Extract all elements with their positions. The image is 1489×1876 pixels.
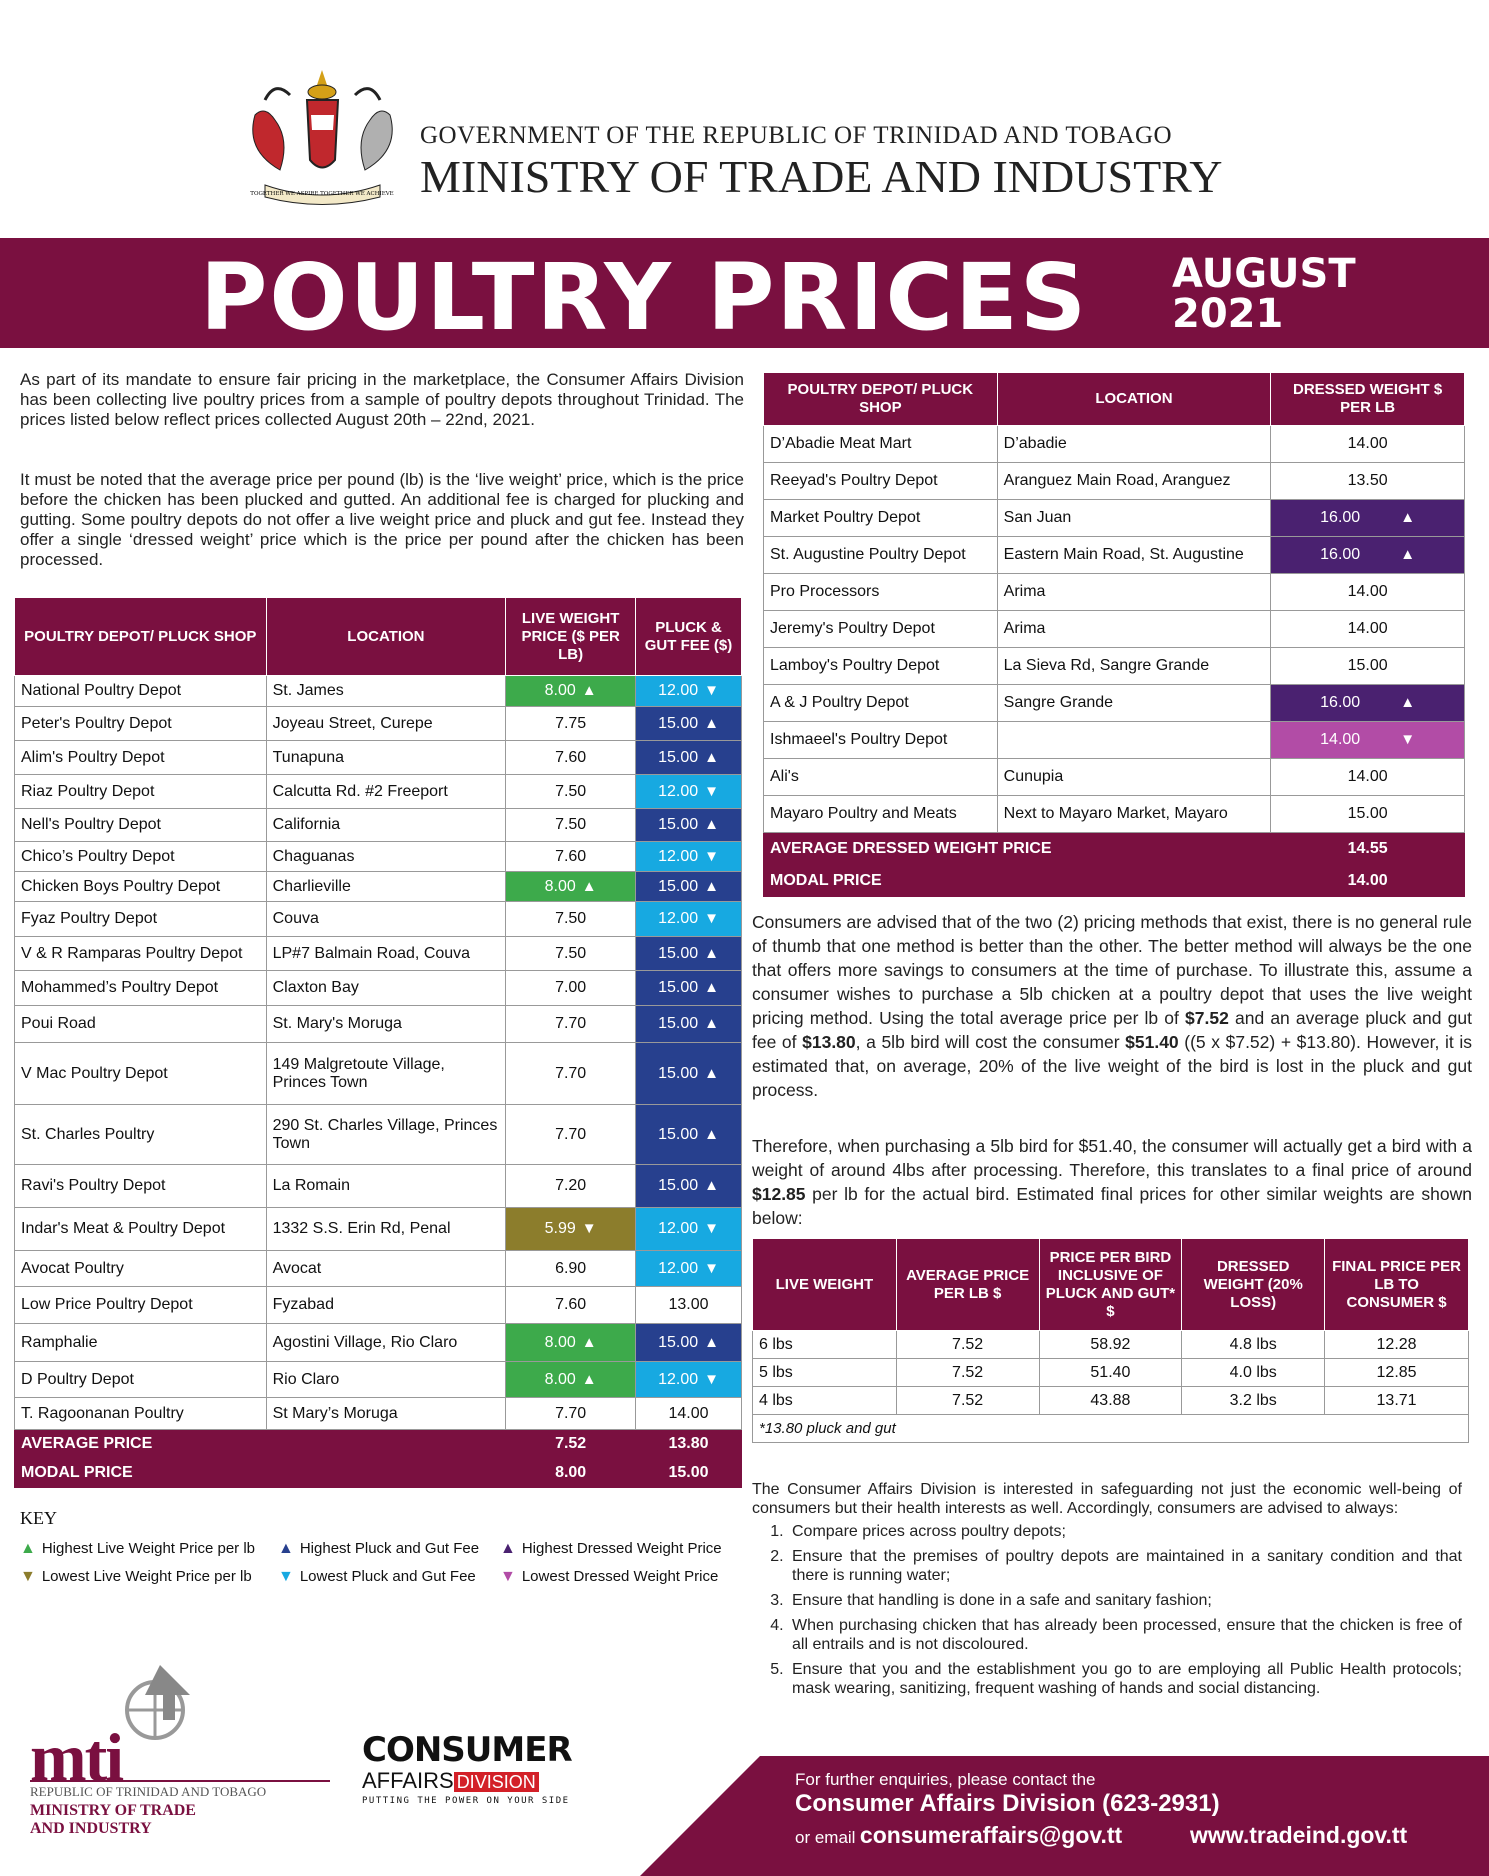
fee-lowest: 12.00 ▼	[636, 676, 742, 707]
up-triangle-icon: ▲	[704, 1177, 719, 1194]
legend-highest-live: ▲ Highest Live Weight Price per lb	[20, 1540, 256, 1557]
cell: 3.2 lbs	[1182, 1387, 1325, 1415]
fee-highest: 15.00 ▲	[636, 809, 742, 842]
dressed-price: 15.00	[1271, 648, 1465, 685]
depot-name: Lamboy's Poultry Depot	[764, 648, 998, 685]
modal-fee: 15.00	[636, 1459, 742, 1488]
depot-location: Sangre Grande	[997, 685, 1271, 722]
table-row	[15, 809, 742, 842]
depot-location: Joyeau Street, Curepe	[266, 707, 506, 741]
government-title: GOVERNMENT OF THE REPUBLIC OF TRINIDAD AND TOBAGO	[420, 122, 1173, 149]
depot-location: Chaguanas	[266, 842, 506, 872]
depot-name: V & R Ramparas Poultry Depot	[15, 937, 267, 971]
table-row	[15, 842, 742, 872]
depot-name: V Mac Poultry Depot	[15, 1043, 267, 1105]
fee-lowest: 12.00 ▼	[636, 1251, 742, 1287]
depot-location: 290 St. Charles Village, Princes Town	[266, 1105, 506, 1165]
health-list	[752, 1522, 1462, 1698]
table-row	[764, 611, 1465, 648]
list-item: 1. Compare prices across poultry depots;	[788, 1522, 1462, 1541]
depot-location: La Sieva Rd, Sangre Grande	[997, 648, 1271, 685]
fee-lowest: 12.00 ▼	[636, 842, 742, 872]
modal-row	[764, 865, 1465, 897]
up-triangle-icon: ▲	[704, 1015, 719, 1032]
down-triangle-icon: ▼	[704, 1220, 719, 1237]
depot-location: Aranguez Main Road, Aranguez	[997, 463, 1271, 500]
live-price: 7.70	[506, 1105, 636, 1165]
table-row	[15, 741, 742, 775]
cad-line1: CONSUMER	[362, 1730, 572, 1770]
live-price-highest: 8.00 ▲	[506, 1324, 636, 1362]
live-price: 7.70	[506, 1043, 636, 1105]
fee-highest: 15.00 ▲	[636, 1324, 742, 1362]
fee-highest: 15.00 ▲	[636, 971, 742, 1006]
ministry-title: MINISTRY OF TRADE AND INDUSTRY	[420, 151, 1223, 202]
live-price: 7.50	[506, 809, 636, 842]
fee-highest: 15.00 ▲	[636, 707, 742, 741]
live-price: 6.90	[506, 1251, 636, 1287]
table-row	[15, 902, 742, 937]
table-row	[764, 537, 1465, 574]
depot-name: Pro Processors	[764, 574, 998, 611]
table-row	[15, 676, 742, 707]
table-row	[15, 872, 742, 902]
down-triangle-icon: ▼	[704, 682, 719, 699]
mti-logo	[30, 1660, 360, 1840]
cell: 58.92	[1039, 1331, 1182, 1359]
dressed-weight-table	[763, 372, 1465, 897]
legend-lowest-live: ▼ Lowest Live Weight Price per lb	[20, 1568, 252, 1585]
live-price: 7.70	[506, 1006, 636, 1043]
col-header-dressed-price: DRESSED WEIGHT $ PER LB	[1271, 373, 1465, 426]
live-price: 7.60	[506, 741, 636, 775]
depot-location: Eastern Main Road, St. Augustine	[997, 537, 1271, 574]
depot-name: Reeyad's Poultry Depot	[764, 463, 998, 500]
down-triangle-icon: ▼	[704, 1259, 719, 1277]
up-triangle-icon: ▲	[704, 748, 719, 766]
list-item: 5. Ensure that you and the establishment you go to are employing all Public Health protocols; mask wearing, sanitizing, frequent washing of hands and social distancing.	[788, 1660, 1462, 1698]
up-triangle-icon: ▲	[704, 944, 719, 962]
consumer-affairs-logo	[362, 1730, 622, 1810]
depot-name: Indar's Meat & Poultry Depot	[15, 1208, 267, 1251]
depot-location: Arima	[997, 574, 1271, 611]
cell: 12.28	[1325, 1331, 1469, 1359]
live-price: 7.60	[506, 1287, 636, 1324]
average-label: AVERAGE PRICE	[15, 1430, 506, 1459]
down-triangle-icon: ▼	[704, 910, 719, 927]
depot-name: St. Augustine Poultry Depot	[764, 537, 998, 574]
website-link[interactable]: www.tradeind.gov.tt	[1190, 1822, 1408, 1848]
cell: 12.85	[1325, 1359, 1469, 1387]
live-price: 7.00	[506, 971, 636, 1006]
down-triangle-icon: ▼	[581, 1220, 597, 1237]
down-triangle-icon: ▼	[1400, 731, 1416, 748]
depot-name: D’Abadie Meat Mart	[764, 426, 998, 463]
modal-label: MODAL PRICE	[764, 865, 1271, 897]
depot-location: 1332 S.S. Erin Rd, Penal	[266, 1208, 506, 1251]
up-triangle-icon: ▲	[1400, 546, 1416, 563]
cell: 4.8 lbs	[1182, 1331, 1325, 1359]
depot-name: Chico’s Poultry Depot	[15, 842, 267, 872]
average-row	[764, 833, 1465, 865]
fee-lowest: 12.00 ▼	[636, 1208, 742, 1251]
list-item: 4. When purchasing chicken that has already been processed, ensure that the chicken is free of all entrails and is not discoloured.	[788, 1616, 1462, 1654]
division-contact: Consumer Affairs Division (623-2931)	[795, 1790, 1220, 1817]
down-triangle-icon: ▼	[704, 782, 719, 800]
table-row	[15, 1362, 742, 1398]
depot-location: Claxton Bay	[266, 971, 506, 1006]
legend-highest-fee: ▲ Highest Pluck and Gut Fee	[278, 1540, 480, 1557]
depot-location: Calcutta Rd. #2 Freeport	[266, 775, 506, 809]
mti-line1: REPUBLIC OF TRINIDAD AND TOBAGO	[30, 1784, 267, 1799]
col-header-depot: POULTRY DEPOT/ PLUCK SHOP	[15, 598, 267, 676]
legend	[20, 1508, 722, 1585]
mti-line2: MINISTRY OF TRADE	[30, 1802, 196, 1819]
table-row	[15, 1324, 742, 1362]
list-item: 2. Ensure that the premises of poultry depots are maintained in a sanitary condition and that there is running water;	[788, 1547, 1462, 1585]
live-weight-table	[14, 597, 742, 1488]
up-triangle-icon: ▲	[704, 1125, 719, 1143]
depot-location: D’abadie	[997, 426, 1271, 463]
depot-location: Cunupia	[997, 759, 1271, 796]
fee: 14.00	[636, 1398, 742, 1430]
depot-name: Poui Road	[15, 1006, 267, 1043]
live-price: 7.50	[506, 902, 636, 937]
up-triangle-icon: ▲	[581, 1333, 597, 1351]
depot-location: Couva	[266, 902, 506, 937]
dressed-price: 14.00	[1271, 759, 1465, 796]
mti-line3: AND INDUSTRY	[30, 1820, 152, 1837]
col-header-depot: POULTRY DEPOT/ PLUCK SHOP	[764, 373, 998, 426]
pink-down-triangle-icon: ▼	[500, 1568, 516, 1585]
banner-month: AUGUST	[1172, 251, 1356, 297]
up-triangle-icon: ▲	[581, 682, 597, 699]
depot-name: T. Ragoonanan Poultry	[15, 1398, 267, 1430]
depot-location: Rio Claro	[266, 1362, 506, 1398]
depot-location: St Mary’s Moruga	[266, 1398, 506, 1430]
table-row	[753, 1331, 1469, 1359]
live-price: 7.75	[506, 707, 636, 741]
coat-motto: TOGETHER WE ASPIRE TOGETHER WE ACHIEVE	[250, 191, 394, 197]
depot-location: Avocat	[266, 1251, 506, 1287]
mti-divider	[30, 1780, 330, 1782]
modal-row	[15, 1459, 742, 1488]
dressed-price: 14.00	[1271, 611, 1465, 648]
table-row	[764, 463, 1465, 500]
depot-name: A & J Poultry Depot	[764, 685, 998, 722]
fee-lowest: 12.00 ▼	[636, 902, 742, 937]
advice-paragraph-1: Consumers are advised that of the two (2) pricing methods that exist, there is no general rule of thumb that one method is better than the other. The better method will always be the one that offers more savings to consumers at the time of purchase. To illustrate this, assume a consumer wishes to purchase a 5lb chicken at a poultry depot that uses the live weight pricing method. Using the total average price per lb of $7.52 and an average pluck and gut fee of $13.80, a 5lb bird will cost the consumer $51.40 ((5 x $7.52) + $13.80). However, it is estimated that, on average, 20% of the live weight of the bird is lost in the pluck and gut process.	[752, 912, 1472, 1100]
up-triangle-icon: ▲	[704, 1333, 719, 1351]
depot-name: Peter's Poultry Depot	[15, 707, 267, 741]
dressed-price-highest: 16.00 ▲	[1271, 537, 1465, 574]
table-row	[15, 1165, 742, 1208]
modal-live: 8.00	[506, 1459, 636, 1488]
col-header-fee: PLUCK & GUT FEE ($)	[636, 598, 742, 676]
cell: 7.52	[896, 1359, 1039, 1387]
depot-name: Jeremy's Poultry Depot	[764, 611, 998, 648]
legend-highest-dressed: ▲ Highest Dressed Weight Price	[500, 1540, 722, 1557]
depot-name: Avocat Poultry	[15, 1251, 267, 1287]
banner-date	[1172, 251, 1356, 337]
fee-highest: 15.00 ▲	[636, 741, 742, 775]
table-row	[15, 937, 742, 971]
legend-title: KEY	[20, 1508, 57, 1528]
table-row	[15, 775, 742, 809]
cell: 5 lbs	[753, 1359, 897, 1387]
cell: 4.0 lbs	[1182, 1359, 1325, 1387]
up-triangle-icon: ▲	[1400, 694, 1416, 711]
live-price-highest: 8.00 ▲	[506, 872, 636, 902]
depot-name: Chicken Boys Poultry Depot	[15, 872, 267, 902]
depot-location: 149 Malgretoute Village, Princes Town	[266, 1043, 506, 1105]
dressed-price: 14.00	[1271, 426, 1465, 463]
table-row	[764, 685, 1465, 722]
depot-location: St. Mary's Moruga	[266, 1006, 506, 1043]
olive-down-triangle-icon: ▼	[20, 1568, 36, 1585]
depot-name: Mayaro Poultry and Meats	[764, 796, 998, 833]
depot-name: Riaz Poultry Depot	[15, 775, 267, 809]
fee-highest: 15.00 ▲	[636, 1043, 742, 1105]
table-row	[15, 1105, 742, 1165]
col-header-dressed-weight: DRESSED WEIGHT (20% LOSS)	[1182, 1239, 1325, 1331]
depot-name: Market Poultry Depot	[764, 500, 998, 537]
live-price: 7.50	[506, 937, 636, 971]
table-row	[764, 574, 1465, 611]
depot-location: St. James	[266, 676, 506, 707]
title-banner	[0, 238, 1489, 351]
down-triangle-icon: ▼	[704, 847, 719, 865]
table-row	[15, 1251, 742, 1287]
cad-line2: AFFAIRS DIVISION	[362, 1768, 622, 1794]
page-title: POULTRY PRICES	[200, 244, 1089, 351]
average-row	[15, 1430, 742, 1459]
depot-location	[997, 722, 1271, 759]
depot-location: Agostini Village, Rio Claro	[266, 1324, 506, 1362]
depot-name: D Poultry Depot	[15, 1362, 267, 1398]
up-triangle-icon: ▲	[704, 1064, 719, 1082]
advice-paragraph-2: Therefore, when purchasing a 5lb bird for $51.40, the consumer will actually get a bird with a weight of around 4lbs after processing. Therefore, this translates to a final price of around $12.85 per lb for the actual bird. Estimated final prices for other similar weights are shown below:	[752, 1136, 1472, 1228]
depot-location: LP#7 Balmain Road, Couva	[266, 937, 506, 971]
depot-name: Ravi's Poultry Depot	[15, 1165, 267, 1208]
fee-highest: 15.00 ▲	[636, 1165, 742, 1208]
header	[0, 0, 1489, 240]
depot-name: Ramphalie	[15, 1324, 267, 1362]
depot-location: San Juan	[997, 500, 1271, 537]
fee-highest: 15.00 ▲	[636, 1105, 742, 1165]
up-triangle-icon: ▲	[581, 1370, 597, 1388]
fee-highest: 15.00 ▲	[636, 1006, 742, 1043]
up-triangle-icon: ▲	[704, 816, 719, 833]
fee-highest: 15.00 ▲	[636, 872, 742, 902]
col-header-price-per-bird: PRICE PER BIRD INCLUSIVE OF PLUCK AND GUT* $	[1039, 1239, 1182, 1331]
table-row	[15, 1398, 742, 1430]
table-row	[15, 971, 742, 1006]
depot-location: California	[266, 809, 506, 842]
cad-tagline: PUTTING THE POWER ON YOUR SIDE	[362, 1796, 570, 1806]
up-triangle-icon: ▲	[704, 714, 719, 732]
modal-label: MODAL PRICE	[15, 1459, 506, 1488]
table-row	[15, 1006, 742, 1043]
col-header-average-price: AVERAGE PRICE PER LB $	[896, 1239, 1039, 1331]
dressed-price: 15.00	[1271, 796, 1465, 833]
depot-location: La Romain	[266, 1165, 506, 1208]
light-blue-down-triangle-icon: ▼	[278, 1568, 294, 1585]
depot-location: Arima	[997, 611, 1271, 648]
depot-location: Fyzabad	[266, 1287, 506, 1324]
average-fee: 13.80	[636, 1430, 742, 1459]
dressed-price-lowest: 14.00 ▼	[1271, 722, 1465, 759]
enquiry-text: For further enquiries, please contact the	[795, 1770, 1096, 1789]
cell: 7.52	[896, 1331, 1039, 1359]
health-advice	[752, 1480, 1462, 1704]
col-header-location: LOCATION	[266, 598, 506, 676]
table-row	[15, 1208, 742, 1251]
table-row	[15, 1287, 742, 1324]
modal-dressed: 14.00	[1271, 865, 1465, 897]
depot-name: Ali's	[764, 759, 998, 796]
table-row	[15, 707, 742, 741]
email-link[interactable]: consumeraffairs@gov.tt	[859, 1822, 1123, 1848]
cell: 13.71	[1325, 1387, 1469, 1415]
live-price-highest: 8.00 ▲	[506, 676, 636, 707]
intro-paragraph-1: As part of its mandate to ensure fair pricing in the marketplace, the Consumer Affairs Division has been collecting live poultry prices from a sample of poultry depots throughout Trinidad. The prices listed below reflect prices collected August 20th – 22nd, 2021.	[20, 370, 744, 429]
average-label: AVERAGE DRESSED WEIGHT PRICE	[764, 833, 1271, 865]
depot-name: Alim's Poultry Depot	[15, 741, 267, 775]
live-price-highest: 8.00 ▲	[506, 1362, 636, 1398]
health-intro: The Consumer Affairs Division is interested in safeguarding not just the economic well-being of consumers but their health interests as well. Accordingly, consumers are advised to always:	[752, 1481, 1462, 1517]
blue-up-triangle-icon: ▲	[278, 1540, 294, 1557]
depot-name: Low Price Poultry Depot	[15, 1287, 267, 1324]
banner-year: 2021	[1172, 291, 1284, 337]
list-item: 3. Ensure that handling is done in a safe and sanitary fashion;	[788, 1591, 1462, 1610]
live-price-lowest: 5.99 ▼	[506, 1208, 636, 1251]
table-row	[764, 426, 1465, 463]
down-triangle-icon: ▼	[704, 1370, 719, 1388]
depot-name: St. Charles Poultry	[15, 1105, 267, 1165]
green-up-triangle-icon: ▲	[20, 1540, 36, 1557]
mti-wordmark: mti	[30, 1719, 123, 1795]
fee-highest: 15.00 ▲	[636, 937, 742, 971]
live-price: 7.20	[506, 1165, 636, 1208]
legend-lowest-dressed: ▼ Lowest Dressed Weight Price	[500, 1568, 719, 1585]
depot-location: Tunapuna	[266, 741, 506, 775]
fee-lowest: 12.00 ▼	[636, 1362, 742, 1398]
depot-name: Nell's Poultry Depot	[15, 809, 267, 842]
coat-of-arms-icon	[235, 60, 410, 210]
depot-name: Mohammed’s Poultry Depot	[15, 971, 267, 1006]
fee: 13.00	[636, 1287, 742, 1324]
cell: 43.88	[1039, 1387, 1182, 1415]
legend-lowest-fee: ▼ Lowest Pluck and Gut Fee	[278, 1568, 476, 1585]
live-price: 7.70	[506, 1398, 636, 1430]
live-price: 7.60	[506, 842, 636, 872]
dressed-price: 14.00	[1271, 574, 1465, 611]
depot-location: Next to Mayaro Market, Mayaro	[997, 796, 1271, 833]
col-header-location: LOCATION	[997, 373, 1271, 426]
up-triangle-icon: ▲	[581, 877, 597, 895]
up-triangle-icon: ▲	[1400, 509, 1416, 526]
cell: 6 lbs	[753, 1331, 897, 1359]
dressed-price-highest: 16.00 ▲	[1271, 685, 1465, 722]
average-live: 7.52	[506, 1430, 636, 1459]
table-row	[764, 796, 1465, 833]
cell: 4 lbs	[753, 1387, 897, 1415]
depot-name: Fyaz Poultry Depot	[15, 902, 267, 937]
dressed-price-highest: 16.00 ▲	[1271, 500, 1465, 537]
dressed-price: 13.50	[1271, 463, 1465, 500]
globe-icon	[115, 1660, 205, 1750]
col-header-final-price: FINAL PRICE PER LB TO CONSUMER $	[1325, 1239, 1469, 1331]
intro-paragraph-2: It must be noted that the average price per pound (lb) is the ‘live weight’ price, which is the price before the chicken has been plucked and gutted. An additional fee is charged for plucking and gutting. Some poultry depots do not offer a live weight price and pluck and gut fee. Instead they offer a single ‘dressed weight’ price which is the price per pound after the chicken has been processed.	[20, 470, 744, 569]
depot-name: Ishmaeel's Poultry Depot	[764, 722, 998, 759]
table-note-row	[753, 1415, 1469, 1443]
table-note: *13.80 pluck and gut	[753, 1415, 1469, 1443]
cell: 51.40	[1039, 1359, 1182, 1387]
table-row	[764, 722, 1465, 759]
email-line: or email consumeraffairs@gov.tt	[795, 1822, 1123, 1848]
col-header-live-weight: LIVE WEIGHT	[753, 1239, 897, 1331]
live-price: 7.50	[506, 775, 636, 809]
depot-location: Charlieville	[266, 872, 506, 902]
col-header-live-price: LIVE WEIGHT PRICE ($ PER LB)	[506, 598, 636, 676]
average-dressed: 14.55	[1271, 833, 1465, 865]
table-row	[764, 500, 1465, 537]
up-triangle-icon: ▲	[704, 877, 719, 895]
depot-name: National Poultry Depot	[15, 676, 267, 707]
fee-lowest: 12.00 ▼	[636, 775, 742, 809]
table-row	[764, 648, 1465, 685]
table-row	[764, 759, 1465, 796]
purple-up-triangle-icon: ▲	[500, 1540, 516, 1557]
table-row	[753, 1359, 1469, 1387]
table-row	[753, 1387, 1469, 1415]
table-row	[15, 1043, 742, 1105]
weight-estimate-table	[752, 1238, 1469, 1443]
cell: 7.52	[896, 1387, 1039, 1415]
up-triangle-icon: ▲	[704, 979, 719, 996]
